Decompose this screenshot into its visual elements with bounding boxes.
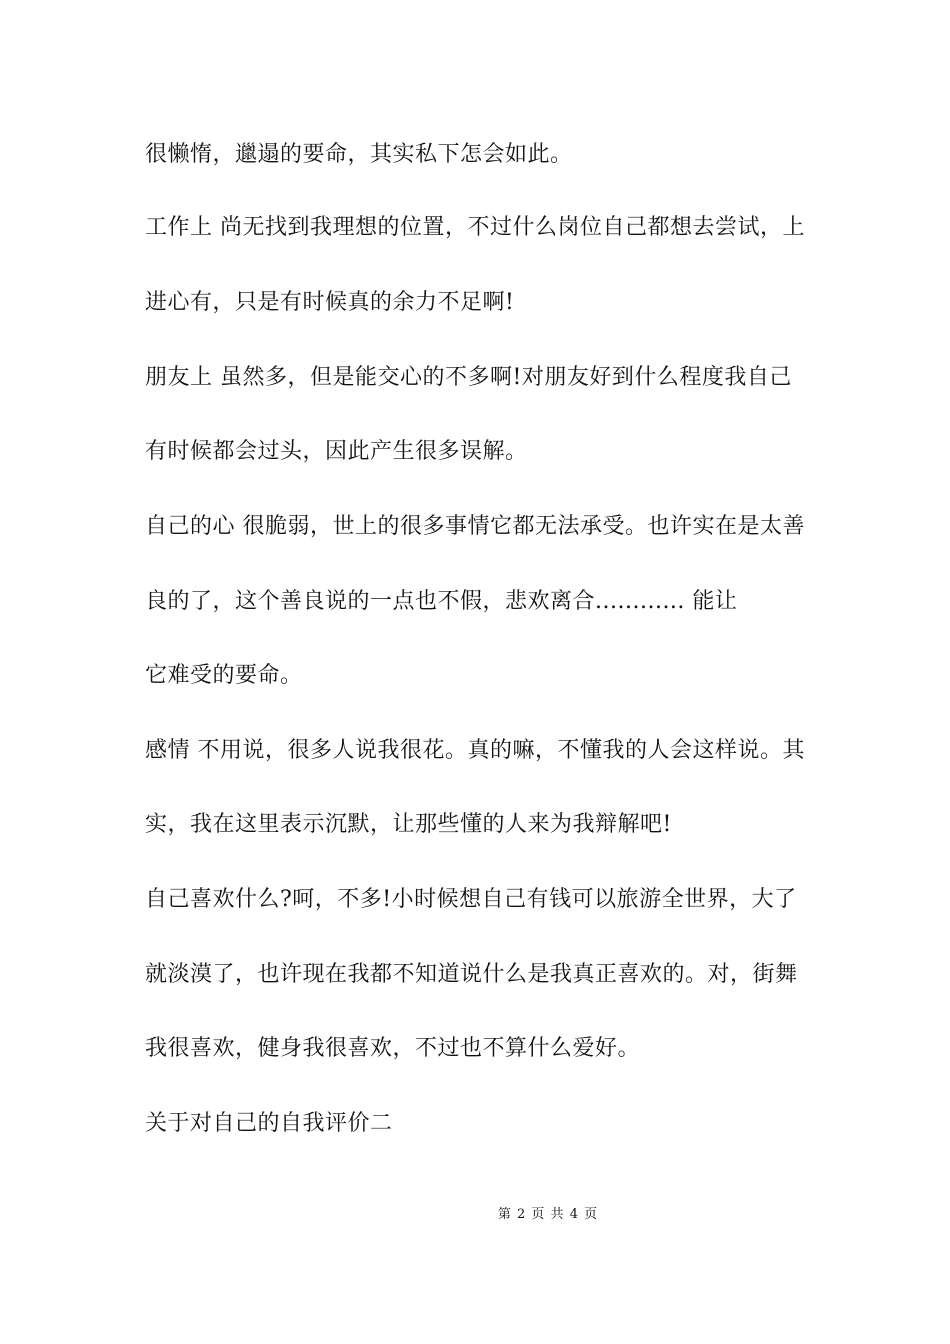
text-line-5: 有时候都会过头，因此产生很多误解。	[145, 439, 528, 464]
text-line-3: 进心有，只是有时候真的余力不足啊!	[145, 290, 515, 315]
text-line-8: 它难受的要命。	[145, 663, 303, 688]
text-line-13: 我很喜欢，健身我很喜欢，不过也不算什么爱好。	[145, 1036, 641, 1061]
text-line-1: 很懒惰，邋遢的要命，其实私下怎会如此。	[145, 142, 573, 167]
text-line-2: 工作上 尚无找到我理想的位置，不过什么岗位自己都想去尝试，上	[145, 215, 805, 240]
text-line-4: 朋友上 虽然多，但是能交心的不多啊!对朋友好到什么程度我自己	[145, 365, 792, 390]
text-line-10: 实，我在这里表示沉默，让那些懂的人来为我辩解吧!	[145, 812, 672, 837]
text-line-12: 就淡漠了，也许现在我都不知道说什么是我真正喜欢的。对，街舞	[145, 962, 798, 987]
text-line-9: 感情 不用说，很多人说我很花。真的嘛，不懂我的人会这样说。其	[145, 738, 805, 763]
text-line-6: 自己的心 很脆弱，世上的很多事情它都无法承受。也许实在是太善	[145, 514, 805, 539]
text-line-7: 良的了，这个善良说的一点也不假，悲欢离合............ 能让	[145, 589, 738, 614]
text-line-11: 自己喜欢什么?呵，不多!小时候想自己有钱可以旅游全世界，大了	[145, 887, 797, 912]
page-number-footer: 第 2 页 共 4 页	[497, 1207, 598, 1222]
section-heading: 关于对自己的自我评价二	[145, 1111, 393, 1136]
